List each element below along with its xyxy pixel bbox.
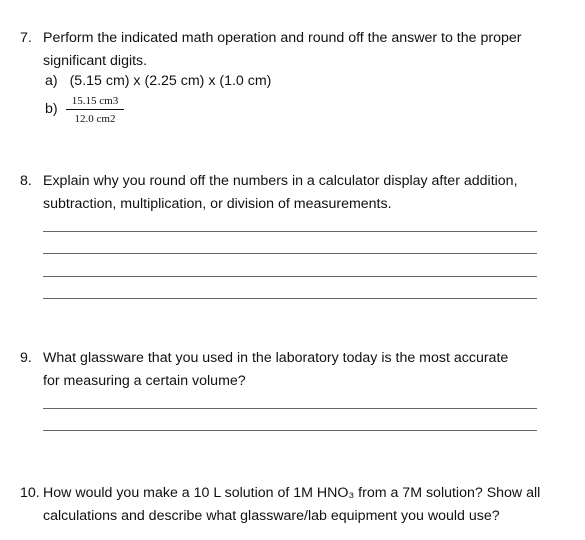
question-9 [20,347,557,393]
question-10-number: 10. [20,485,40,501]
fraction-denominator: 12.0 cm2 [74,113,116,125]
question-9-text-line1: What glassware that you used in the laboratory today is the most accurate [43,350,509,366]
question-10 [20,482,557,528]
answer-line[interactable] [43,408,537,409]
question-10-text-line2: calculations and describe what glassware/lab equipment you would use? [43,508,500,524]
part-a-label: a) [45,73,58,89]
question-7-part-a [45,73,271,89]
answer-line[interactable] [43,231,537,232]
part-a-expression: (5.15 cm) x (2.25 cm) x (1.0 cm) [69,73,272,89]
fraction-bar [66,109,124,110]
question-9-text-line2: for measuring a certain volume? [43,373,246,389]
answer-line[interactable] [43,253,537,254]
question-8 [20,170,557,216]
answer-line[interactable] [43,298,537,299]
question-7 [20,27,557,73]
question-7-text-line2: significant digits. [43,53,148,69]
fraction-numerator: 15.15 cm3 [71,95,119,107]
question-7-text-line1: Perform the indicated math operation and round off the answer to the proper [43,30,522,46]
answer-line[interactable] [43,430,537,431]
question-10-text-line1: How would you make a 10 L solution of 1M HNO₃ from a 7M solution? Show all [43,485,541,501]
answer-line[interactable] [43,276,537,277]
part-b-fraction [66,95,124,125]
question-8-text-line1: Explain why you round off the numbers in a calculator display after addition, [43,173,518,189]
question-8-text-line2: subtraction, multiplication, or division of measurements. [43,196,392,212]
question-7-number: 7. [20,30,32,46]
question-8-number: 8. [20,173,32,189]
question-9-number: 9. [20,350,32,366]
part-b-label: b) [45,101,58,117]
